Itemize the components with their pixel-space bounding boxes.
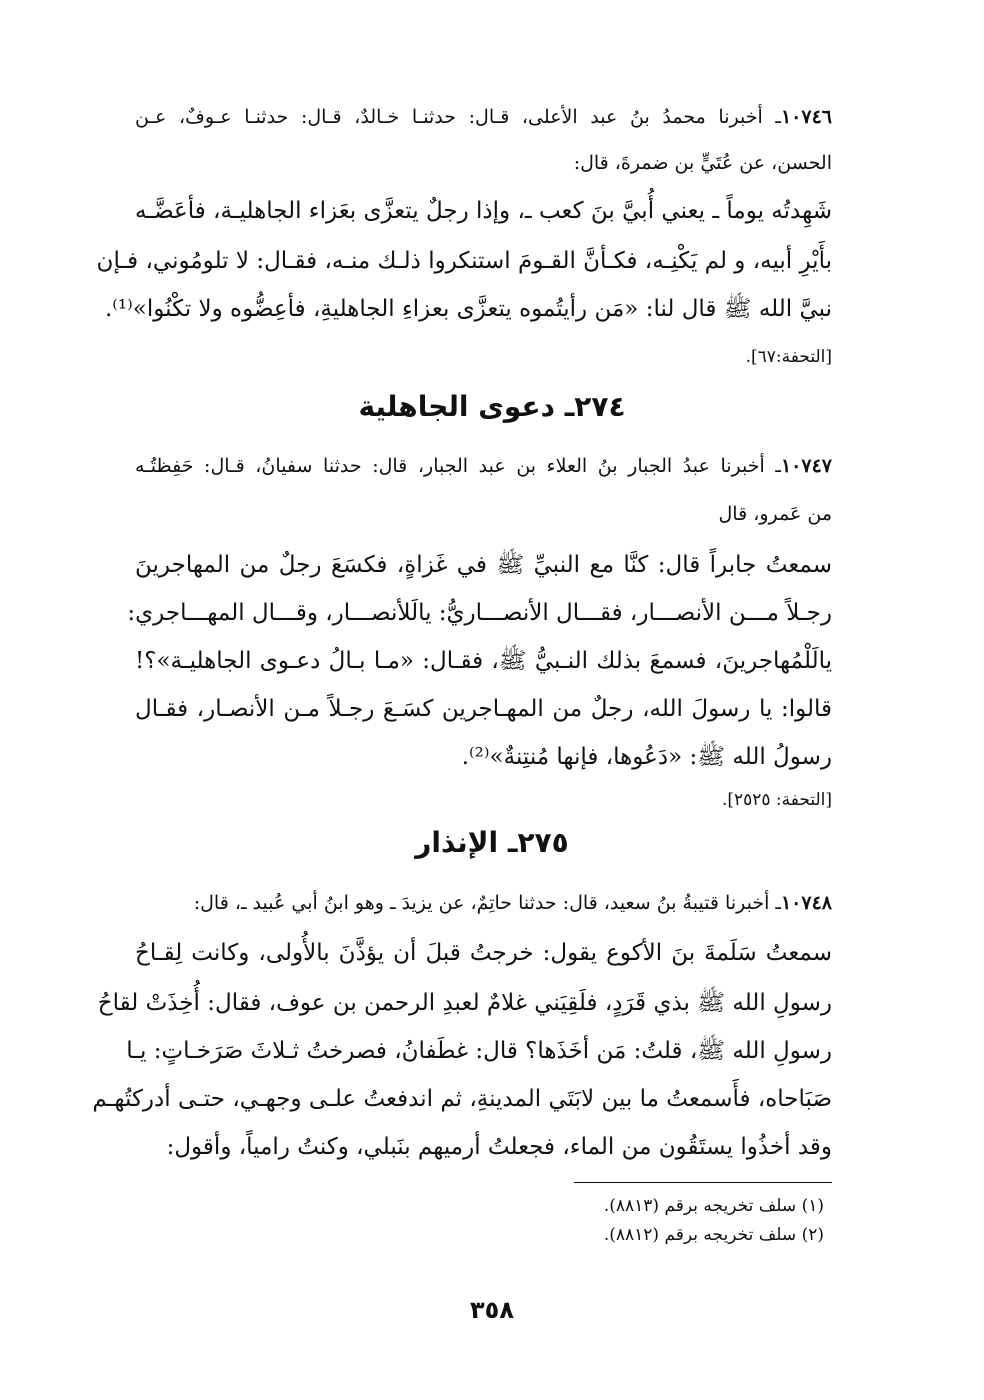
- hadith-10746-text-line: شَهِدتُه يوماً ـ يعني أُبيَّ بنَ كعب ـ، وإذا رجلٌ يتعزَّى بعَزاء الجاهليـة، فأعَضَّـه: [135, 198, 832, 224]
- footnote-2: (٢) سلف تخريجه برقم (٨٨١٢).: [603, 1225, 824, 1245]
- hadith-10748-text-line: وقد أخذُوا يستَقُون من الماء، فجعلتُ أرميهم بنَبلي، وكنتُ رامياً، وأقول:: [166, 1134, 832, 1160]
- tuhfa-reference: [التحفة: ٢٥٢٥].: [721, 790, 832, 810]
- page-number: ٣٥٨: [470, 1296, 514, 1324]
- hadith-10748-text-line: صَبَاحاه، فأَسمعتُ ما بين لابَتَي المدينةِ، ثم اندفعتُ علـى وجهـي، حتـى أدركتُهـم: [92, 1086, 832, 1112]
- hadith-10747-text-line: قالوا: يا رسولَ الله، رجلٌ من المهـاجرين كسَـعَ رجـلاً مـن الأنصـار، فقـال: [135, 696, 832, 722]
- tuhfa-reference: [التحفة:٦٧].: [745, 347, 832, 367]
- hadith-10748-text-line: رسولِ الله ﷺ، قلتُ: مَن أخَذَها؟ قال: غطَفانُ، فصرختُ ثـلاثَ صَرَخـاتٍ: يـا: [126, 1038, 832, 1064]
- hadith-10747-isnad-line: ١٠٧٤٧ـ أخبرنا عبدُ الجبار بنُ العلاء بن عبد الجبار، قال: حدثنا سفيانُ، قـال: حَفِظتُـه: [135, 455, 832, 477]
- hadith-10747-text-line: يالَلْمُهاجرينَ، فسمعَ بذلك النـبيُّ ﷺ، فقـال: «مـا بـالُ دعـوى الجاهليـة»؟!: [135, 648, 832, 674]
- hadith-10746-isnad-line: الحسن، عن عُتَيٍّ بن ضمرةَ، قال:: [573, 152, 832, 174]
- hadith-number: ١٠٧٤٨: [780, 892, 832, 914]
- footnote-1: (١) سلف تخريجه برقم (٨٨١٣).: [603, 1196, 824, 1216]
- hadith-number: ١٠٧٤٧: [780, 455, 832, 477]
- footnote-separator: [574, 1182, 832, 1183]
- hadith-10747-text-line: رجـلاً مـــن الأنصـــار، فقـــال الأنصـــاريُّ: يالَلأنصـــار، وقـــال المهـــاجري:: [127, 600, 832, 626]
- hadith-10747-text-line: رسولُ الله ﷺ: «دَعُوها، فإنها مُنتِنةٌ»⁽²⁾.: [461, 744, 832, 770]
- chapter-heading: ٢٧٤ـ دعوى الجاهلية: [358, 390, 626, 423]
- hadith-10746-text-line: بأَيْرِ أبيه، و لم يَكْنِـه، فكـأنَّ القـومَ استنكروا ذلـك منـه، فقـال: لا تلومُوني، فـإن: [96, 248, 832, 274]
- hadith-10748-text-line: رسولِ الله ﷺ بذي قَرَدٍ، فلَقِيَني غلامٌ لعبدِ الرحمن بن عوف، فقال: أُخِذَتْ لقاحُ: [97, 990, 832, 1016]
- hadith-10748-text-line: سمعتُ سَلَمةَ بنَ الأكوع يقول: خرجتُ قبلَ أن يؤذَّنَ بالأُولى، وكانت لِقـاحُ: [135, 940, 832, 966]
- hadith-10748-isnad-line: ١٠٧٤٨ـ أخبرنا قتيبةُ بنُ سعيد، قال: حدثنا حاتِمٌ، عن يزيدَ ـ وهو ابنُ أبي عُبيد ـ، قال:: [193, 892, 832, 914]
- hadith-number: ١٠٧٤٦: [780, 106, 832, 128]
- hadith-10747-isnad-line: من عَمرو، قال: [718, 503, 832, 525]
- hadith-10746-isnad-line: ١٠٧٤٦ـ أخبرنا محمدُ بنُ عبد الأعلى، قـال: حدثنـا خـالدٌ، قـال: حدثنـا عـوفٌ، عـن: [135, 106, 832, 128]
- hadith-10747-text-line: سمعتُ جابراً قال: كنَّا مع النبيِّ ﷺ في غَزاةٍ، فكسَعَ رجلٌ من المهاجرينَ: [135, 552, 832, 578]
- hadith-10746-text-line: نبيَّ الله ﷺ قال لنا: «مَن رأيتُموه يتعزَّى بعزاءِ الجاهليةِ، فأعِضُّوه ولا تكْنُوا»⁽¹⁾.: [104, 296, 832, 322]
- chapter-heading: ٢٧٥ـ الإنذار: [415, 826, 569, 859]
